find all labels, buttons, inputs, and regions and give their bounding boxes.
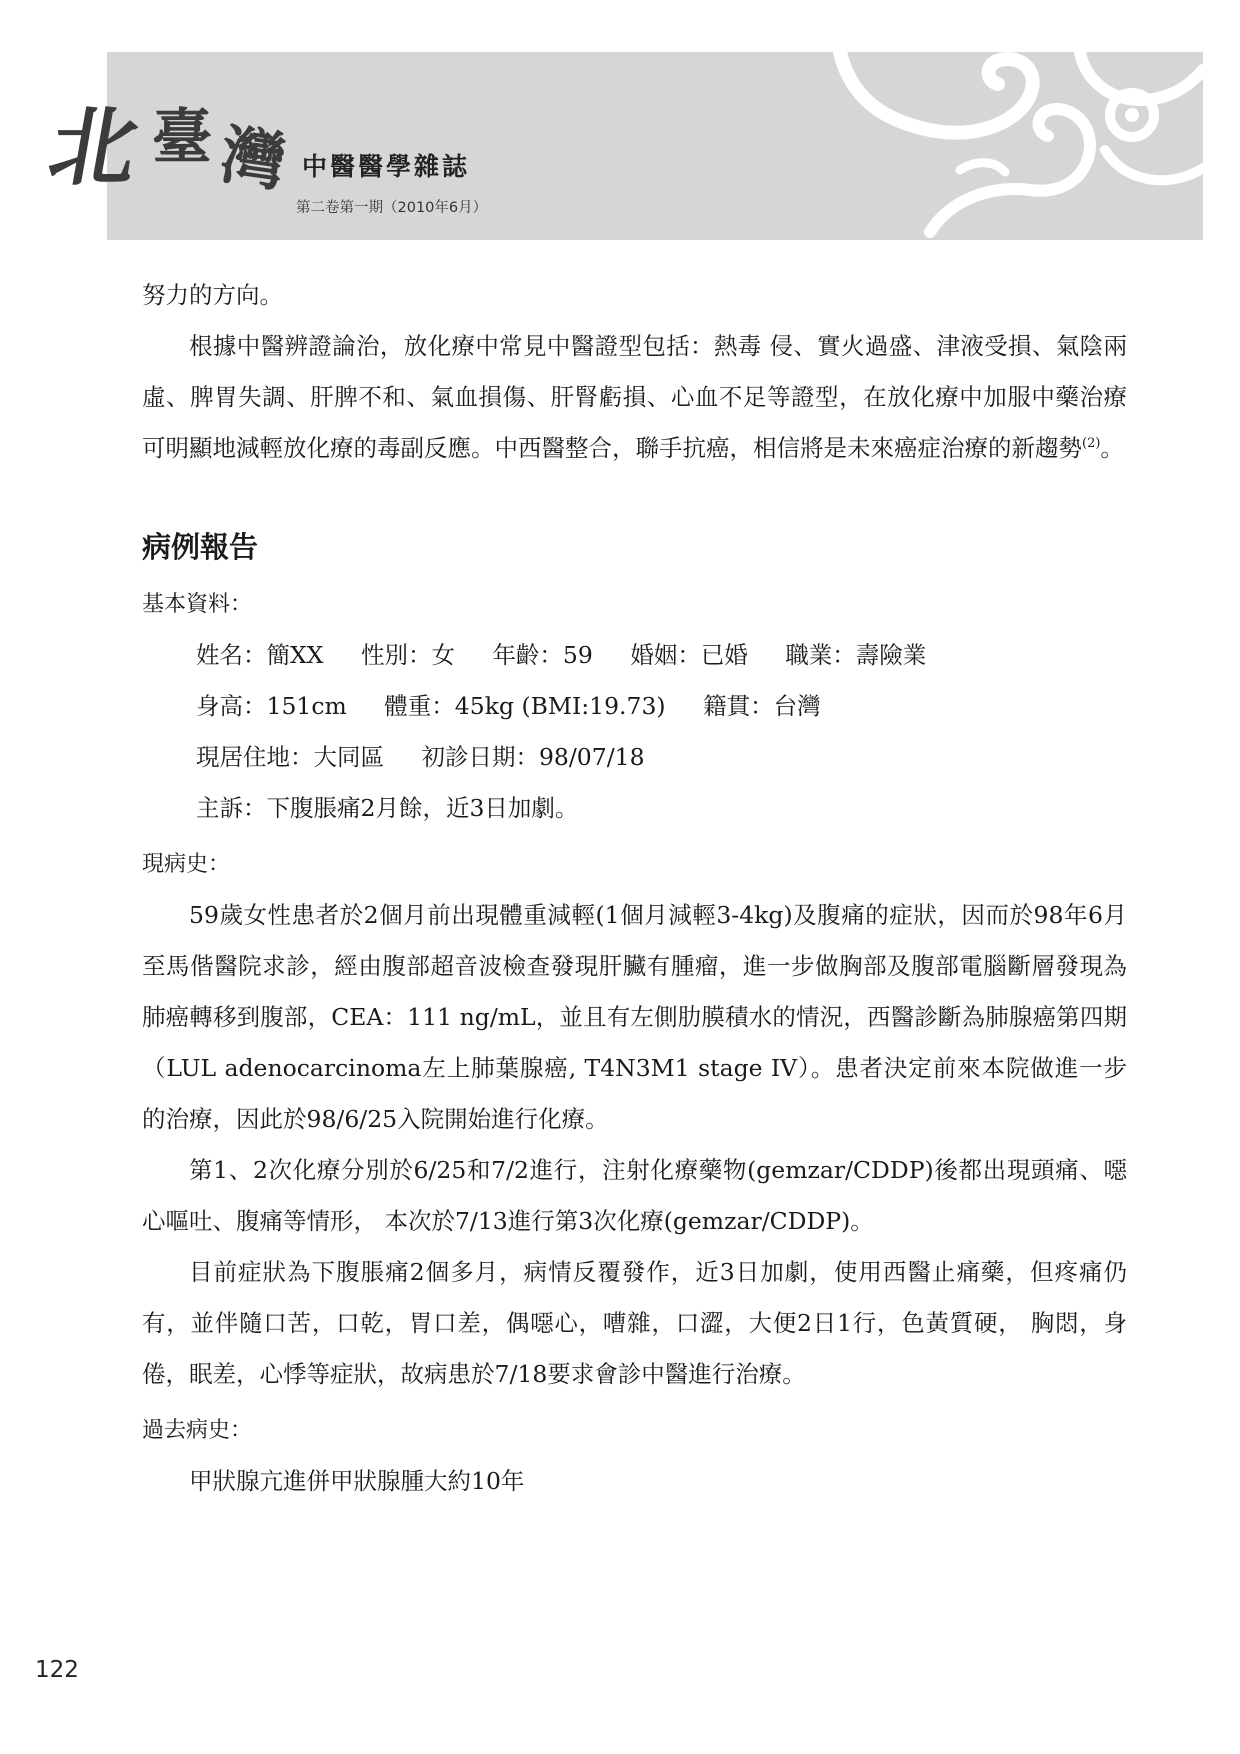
first-visit-date: 初診日期：98/07/18 [421, 743, 645, 771]
article-body [142, 270, 1127, 1507]
logo-char-1: 北 [41, 97, 144, 198]
logo-char-3: 灣 [216, 117, 291, 202]
pmh-text: 甲狀腺亢進併甲狀腺腫大約10年 [189, 1467, 525, 1495]
intro-tail: 努力的方向。 [142, 281, 283, 309]
patient-age: 年齡：59 [492, 641, 593, 669]
hpi-heading: 現病史： [142, 852, 231, 877]
patient-origin: 籍貫：台灣 [703, 692, 821, 720]
patient-marriage: 婚姻：已婚 [630, 641, 748, 669]
intro-text: 根據中醫辨證論治，放化療中常見中醫證型包括：熱毒 侵、實火過盛、津液受損、氣陰兩虛、脾胃失調、肝脾不和、氣血損傷、肝腎虧損、心血不足等證型，在放化療中加服中藥治療可明顯地減輕放化療的毒副反應。中西醫整合，聯手抗癌，相信將是未來癌症治療的新趨勢 [142, 332, 1127, 462]
journal-logo [41, 70, 292, 202]
patient-height: 身高：151cm [196, 692, 347, 720]
logo-char-2: 臺 [152, 103, 212, 173]
issue-info: 第二卷第一期（2010年6月） [296, 200, 488, 216]
intro-end: 。 [1100, 434, 1124, 462]
patient-weight: 體重：45kg (BMI:19.73) [384, 692, 666, 720]
basic-info-line-2 [142, 681, 1127, 732]
patient-sex: 性別：女 [360, 641, 455, 669]
citation-ref: (2) [1082, 436, 1101, 451]
pmh-heading: 過去病史： [142, 1418, 253, 1443]
patient-name: 姓名：簡XX [196, 641, 324, 669]
intro-paragraph [142, 321, 1127, 474]
case-report-title: 病例報告 [142, 530, 259, 564]
hpi-paragraph-2: 第1、2次化療分別於6/25和7/2進行，注射化療藥物(gemzar/CDDP)後都出現頭痛、噁心嘔吐、腹痛等情形， 本次於7/13進行第3次化療(gemzar/CDDP)。 [142, 1156, 1127, 1235]
basic-info-heading: 基本資料： [142, 592, 253, 617]
hpi-paragraph-3: 目前症狀為下腹脹痛2個多月，病情反覆發作，近3日加劇，使用西醫止痛藥，但疼痛仍有，並伴隨口苦，口乾，胃口差，偶噁心，嘈雜，口澀，大便2日1行，色黃質硬， 胸悶，身倦，眠差，心悸等症狀，故病患於7/18要求會診中醫進行治療。 [142, 1258, 1127, 1388]
hpi-paragraph-1: 59歲女性患者於2個月前出現體重減輕(1個月減輕3-4kg)及腹痛的症狀，因而於98年6月至馬偕醫院求診，經由腹部超音波檢查發現肝臟有腫瘤，進一步做胸部及腹部電腦斷層發現為肺癌轉移到腹部，CEA：111 ng/mL，並且有左側肋膜積水的情況，西醫診斷為肺腺癌第四期（LUL adenocarcinoma左上肺葉腺癌, T4N3M1 stage IV）。患者決定前來本院做進一步的治療，因此於98/6/25入院開始進行化療。 [142, 901, 1127, 1133]
journal-name: 中醫醫學雜誌 [302, 152, 471, 181]
chief-complaint: 主訴：下腹脹痛2月餘，近3日加劇。 [196, 794, 579, 822]
basic-info-line-1 [142, 630, 1127, 681]
patient-residence: 現居住地：大同區 [196, 743, 384, 771]
basic-info-line-3 [142, 732, 1127, 783]
patient-job: 職業：壽險業 [785, 641, 927, 669]
page-number: 122 [35, 1657, 79, 1683]
